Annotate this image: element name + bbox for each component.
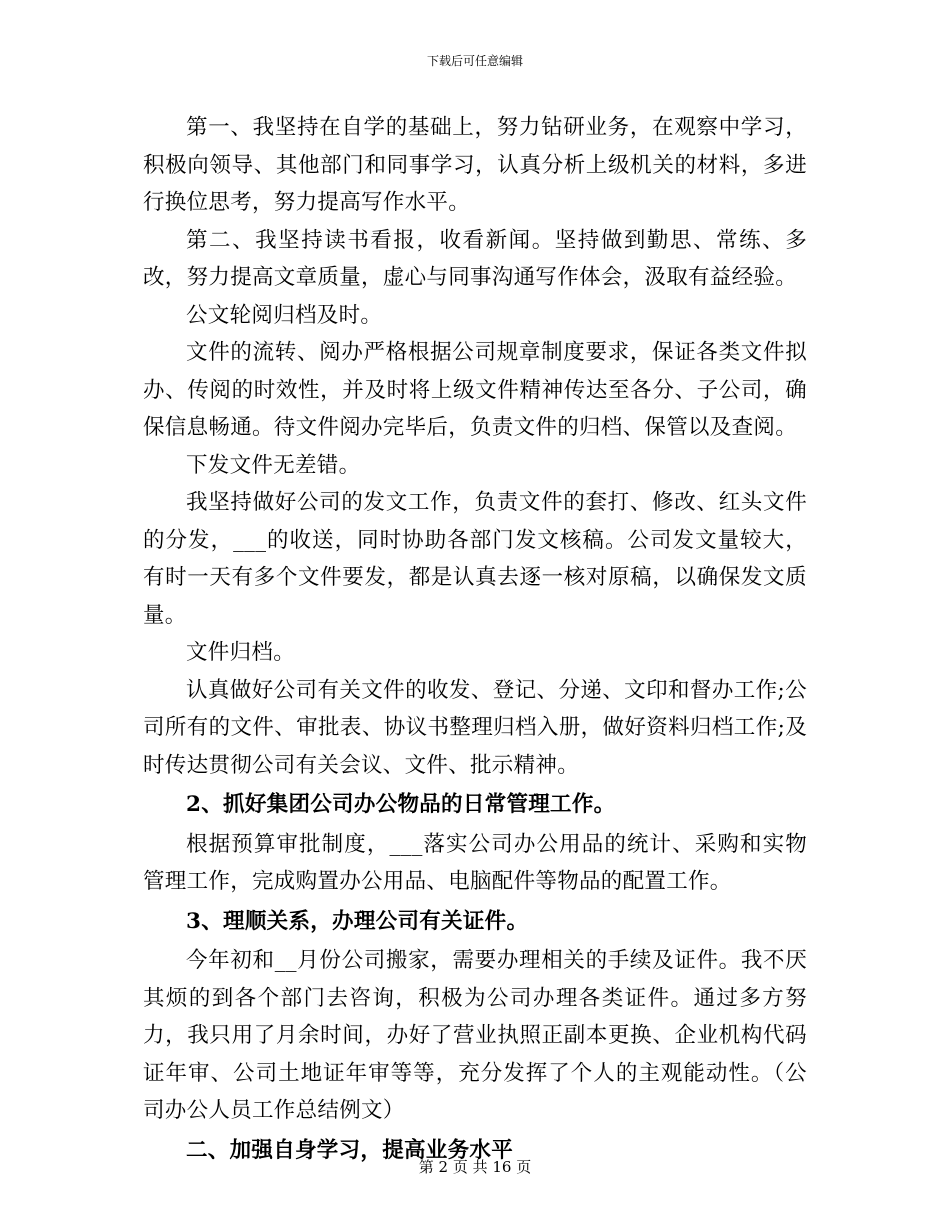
paragraph-1: 第一、我坚持在自学的基础上，努力钻研业务，在观察中学习，积极向领导、其他部门和同事学习，认真分析上级机关的材料，多进行换位思考，努力提高写作水平。 (143, 115, 807, 215)
paragraph-4: 文件的流转、阅办严格根据公司规章制度要求，保证各类文件拟办、传阅的时效性，并及时将上级文件精神传达至各分、子公司，确保信息畅通。待文件阅办完毕后，负责文件的归档、保管以及查阅。 (143, 340, 807, 440)
section-heading-3: 3、理顺关系，办理公司有关证件。 (186, 908, 529, 934)
paragraph-3: 公文轮阅归档及时。 (186, 302, 383, 328)
paragraph-2: 第二、我坚持读书看报，收看新闻。坚持做到勤思、常练、多改，努力提高文章质量，虚心与同事沟通写作体会，汲取有益经验。 (143, 227, 807, 290)
paragraph-12: 今年初和__月份公司搬家，需要办理相关的手续及证件。我不厌其烦的到各个部门去咨询，积极为公司办理各类证件。通过多方努力，我只用了月余时间，办好了营业执照正副本更换、企业机构代码证年审、公司土地证年审等等，充分发挥了个人的主观能动性。（公司办公人员工作总结例文） (143, 948, 807, 1123)
paragraph-5: 下发文件无差错。 (186, 452, 361, 478)
page-header: 下载后可任意编辑 (426, 54, 523, 68)
page-footer: 第 2 页 共 16 页 (418, 1158, 532, 1176)
document-body (143, 109, 807, 1171)
section-heading-2: 2、抓好集团公司办公物品的日常管理工作。 (186, 792, 616, 817)
paragraph-10: 根据预算审批制度，___落实公司办公用品的统计、采购和实物管理工作，完成购置办公用品、电脑配件等物品的配置工作。 (143, 831, 807, 894)
paragraph-7: 文件归档。 (186, 640, 296, 665)
paragraph-6: 我坚持做好公司的发文工作，负责文件的套打、修改、红头文件的分发，___的收送，同时协助各部门发文核稿。公司发文量较大，有时一天有多个文件要发，都是认真去逐一核对原稿，以确保发文质量。 (143, 490, 807, 628)
paragraph-8: 认真做好公司有关文件的收发、登记、分递、文印和督办工作;公司所有的文件、审批表、协议书整理归档入册，做好资料归档工作;及时传达贯彻公司有关会议、文件、批示精神。 (143, 677, 807, 778)
section-heading-part-2: 二、加强自身学习，提高业务水平 (186, 1137, 514, 1163)
